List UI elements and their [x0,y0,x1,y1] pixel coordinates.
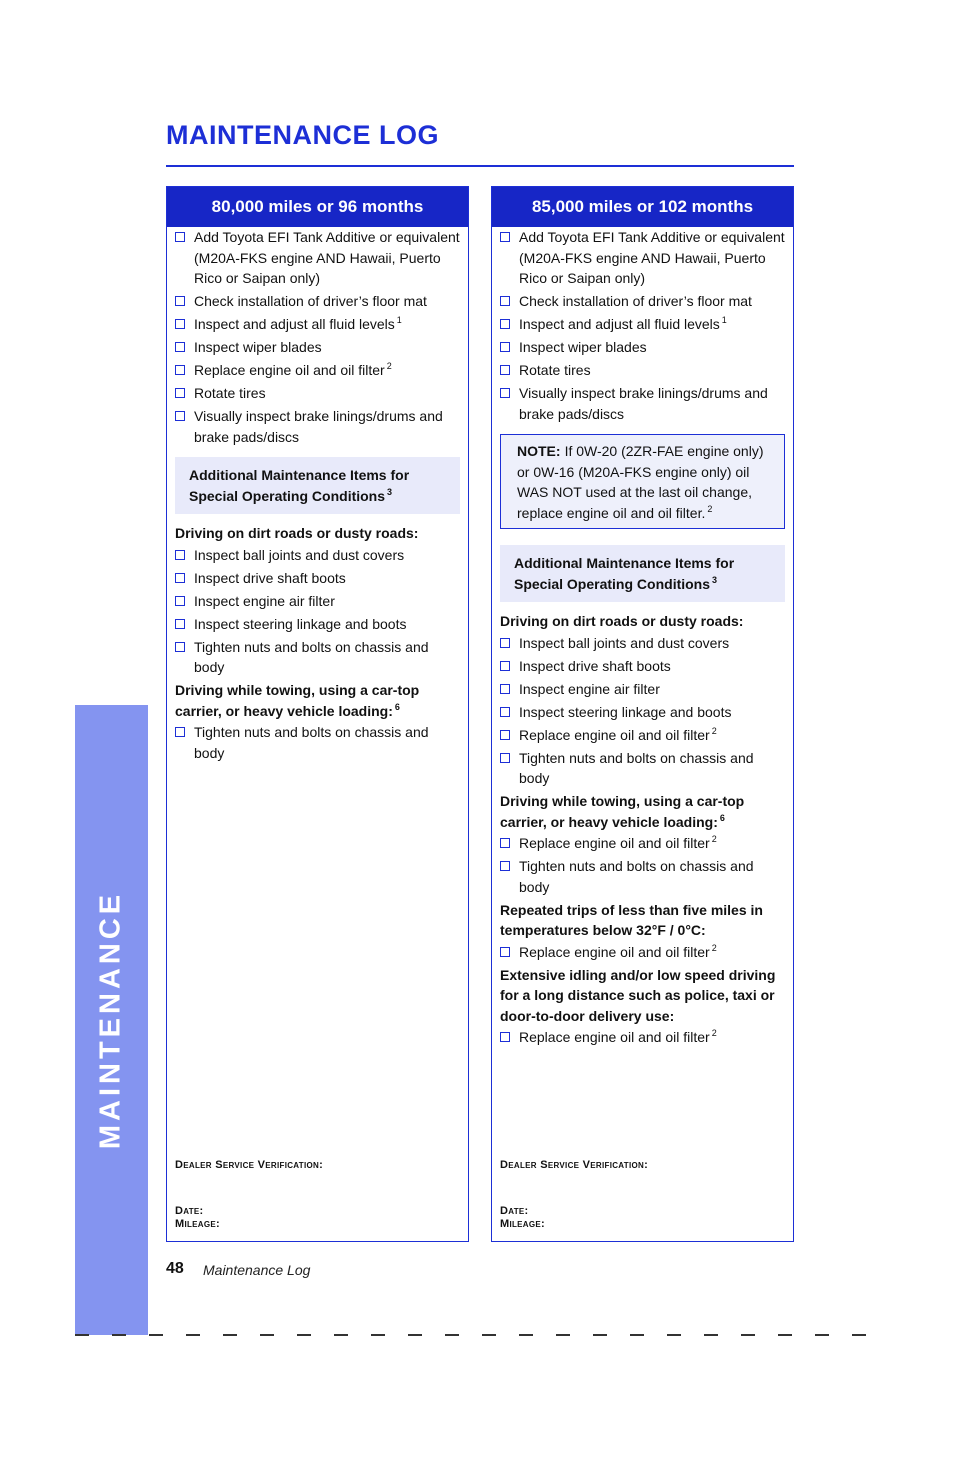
item-text: Tighten nuts and bolts on chassis and body [519,749,754,786]
checklist-item [500,360,785,381]
footnote-ref: 6 [719,812,725,823]
footnote-ref: 3 [387,486,393,497]
additional-items-title: Additional Maintenance Items for Special Operating Conditions [189,467,410,504]
condition-heading [500,900,785,941]
condition-heading-text: Driving on dirt roads or dusty roads: [175,525,419,541]
checkbox-icon[interactable] [500,365,510,375]
mileage-label: Mileage: [500,1218,546,1230]
footnote-ref: 2 [711,725,717,736]
condition-heading-text: Driving on dirt roads or dusty roads: [500,613,744,629]
condition-heading-text: Driving while towing, using a car-top carrier, or heavy vehicle loading: [500,793,745,830]
checklist-item [175,614,460,635]
checklist [175,227,460,447]
checklist-item [500,227,785,289]
checklist [500,833,785,897]
checklist-item [175,545,460,566]
checklist-item [500,656,785,677]
item-text: Inspect and adjust all fluid levels [519,316,720,332]
item-text: Visually inspect brake linings/drums and brake pads/discs [519,385,768,422]
checkbox-icon[interactable] [500,861,510,871]
item-text: Inspect steering linkage and boots [194,615,407,632]
title-rule [166,165,794,167]
checkbox-icon[interactable] [500,388,510,398]
item-text: Rotate tires [194,385,266,401]
footnote-ref: 3 [712,574,718,585]
item-text: Tighten nuts and bolts on chassis and body [194,724,429,761]
checklist-item [175,360,460,381]
checklist [500,1027,785,1048]
item-text: Inspect drive shaft boots [519,657,671,674]
note-text: If 0W-20 (2ZR-FAE engine only) or 0W-16 (M20A-FKS engine only) oil WAS NOT used at the last oil change, replace engine oil and oil filter. [517,443,764,521]
checklist-item [500,679,785,700]
item-text: Replace engine oil and oil filter [519,943,710,960]
checkbox-icon[interactable] [500,753,510,763]
checklist [500,227,785,424]
condition-heading-text: Driving while towing, using a car-top carrier, or heavy vehicle loading: [175,682,420,719]
note-label: NOTE: [517,443,561,459]
item-text: Add Toyota EFI Tank Additive or equivalent (M20A-FKS engine AND Hawaii, Puerto Rico or Saipan only) [194,229,460,286]
checkbox-icon[interactable] [500,838,510,848]
date-label: Date: [175,1205,204,1217]
item-text: Inspect wiper blades [519,339,647,355]
checklist [175,545,460,678]
dealer-verification-label: Dealer Service Verification: [175,1159,324,1171]
checkbox-icon[interactable] [175,342,185,352]
checkbox-icon[interactable] [500,947,510,957]
checkbox-icon[interactable] [500,296,510,306]
checkbox-icon[interactable] [175,596,185,606]
checklist-item [500,633,785,654]
mileage-label: Mileage: [175,1218,221,1230]
checklist-item [500,856,785,897]
condition-heading-text: Repeated trips of less than five miles in temperatures below 32°F / 0°C: [500,901,763,938]
condition-heading-text: Extensive idling and/or low speed driving for a long distance such as police, taxi or door-to-door delivery use: [500,966,776,1024]
checklist-item [175,291,460,312]
checklist [175,722,460,763]
condition-heading [500,965,785,1027]
additional-items-box [500,545,785,602]
checkbox-icon[interactable] [175,642,185,652]
checkbox-icon[interactable] [175,550,185,560]
footnote-ref: 6 [394,701,400,712]
checklist-item [175,722,460,763]
item-text: Check installation of driver’s floor mat [519,293,752,309]
condition-heading [175,680,460,721]
item-text: Replace engine oil and oil filter [519,726,710,743]
checklist-item [175,637,460,678]
checklist-item [500,383,785,424]
checklist-item [500,1027,785,1048]
item-text: Inspect ball joints and dust covers [519,634,730,651]
checklist-item [500,725,785,746]
checkbox-icon[interactable] [500,638,510,648]
checkbox-icon[interactable] [175,365,185,375]
checkbox-icon[interactable] [500,1032,510,1042]
checklist-item [500,942,785,963]
additional-items-title: Additional Maintenance Items for Special Operating Conditions [514,555,735,592]
dealer-verification-label: Dealer Service Verification: [500,1159,649,1171]
checklist-item [175,591,460,612]
panel-header: 80,000 miles or 96 months [167,187,468,227]
checkbox-icon[interactable] [500,232,510,242]
crop-dash-line [75,1334,885,1336]
item-text: Inspect drive shaft boots [194,569,346,586]
checklist-item [175,314,460,335]
checkbox-icon[interactable] [500,684,510,694]
checkbox-icon[interactable] [500,707,510,717]
checklist-item [175,227,460,289]
side-tab-label: MAINTENANCE [94,890,127,1150]
checklist-item [175,406,460,447]
item-text: Replace engine oil and oil filter [519,835,710,851]
item-text: Check installation of driver’s floor mat [194,293,427,309]
item-text: Inspect engine air filter [519,680,660,697]
footnote-ref: 1 [721,315,727,325]
checklist-item [175,383,460,404]
additional-items-box [175,457,460,514]
panel-header: 85,000 miles or 102 months [492,187,793,227]
dealer-verification [175,1159,323,1231]
checkbox-icon[interactable] [175,232,185,242]
item-text: Add Toyota EFI Tank Additive or equivalent (M20A-FKS engine AND Hawaii, Puerto Rico or Saipan only) [519,229,785,286]
checklist-item [175,337,460,358]
item-text: Inspect wiper blades [194,339,322,355]
checkbox-icon[interactable] [500,319,510,329]
dealer-verification [500,1159,648,1231]
checklist-item [500,833,785,854]
condition-heading [500,791,785,832]
condition-heading [500,611,785,632]
checkbox-icon[interactable] [175,388,185,398]
checkbox-icon[interactable] [500,342,510,352]
item-text: Inspect and adjust all fluid levels [194,316,395,332]
footnote-ref: 2 [707,503,713,514]
checklist-item [500,337,785,358]
item-text: Tighten nuts and bolts on chassis and body [519,858,754,895]
panel-body [167,227,468,763]
item-text: Visually inspect brake linings/drums and brake pads/discs [194,408,443,445]
checklist-item [500,702,785,723]
panel-body [492,227,793,1048]
checklist [500,633,785,789]
item-text: Replace engine oil and oil filter [194,362,385,378]
checkbox-icon[interactable] [175,411,185,421]
footnote-ref: 2 [711,942,717,953]
item-text: Rotate tires [519,362,591,378]
checklist-item [500,314,785,335]
footnote-ref: 2 [386,361,392,371]
page-number: 48 [166,1260,184,1277]
footnote-ref: 2 [711,1028,717,1038]
page-section-name: Maintenance Log [203,1262,311,1278]
checkbox-icon[interactable] [175,573,185,583]
oil-note-box [500,434,785,529]
item-text: Replace engine oil and oil filter [519,1029,710,1045]
item-text: Inspect ball joints and dust covers [194,546,405,563]
checkbox-icon[interactable] [175,296,185,306]
page-title: MAINTENANCE LOG [166,120,439,150]
date-label: Date: [500,1205,529,1217]
maintenance-panel-85000 [491,186,794,1242]
checkbox-icon[interactable] [500,661,510,671]
checkbox-icon[interactable] [175,319,185,329]
checkbox-icon[interactable] [500,730,510,740]
checklist [500,942,785,963]
item-text: Inspect steering linkage and boots [519,703,732,720]
checkbox-icon[interactable] [175,619,185,629]
footnote-ref: 2 [711,834,717,844]
checklist-item [175,568,460,589]
condition-heading [175,523,460,544]
checklist-item [500,748,785,789]
item-text: Inspect engine air filter [194,592,335,609]
footnote-ref: 1 [396,315,402,325]
maintenance-panel-80000 [166,186,469,1242]
checklist-item [500,291,785,312]
checkbox-icon[interactable] [175,727,185,737]
item-text: Tighten nuts and bolts on chassis and body [194,638,429,675]
